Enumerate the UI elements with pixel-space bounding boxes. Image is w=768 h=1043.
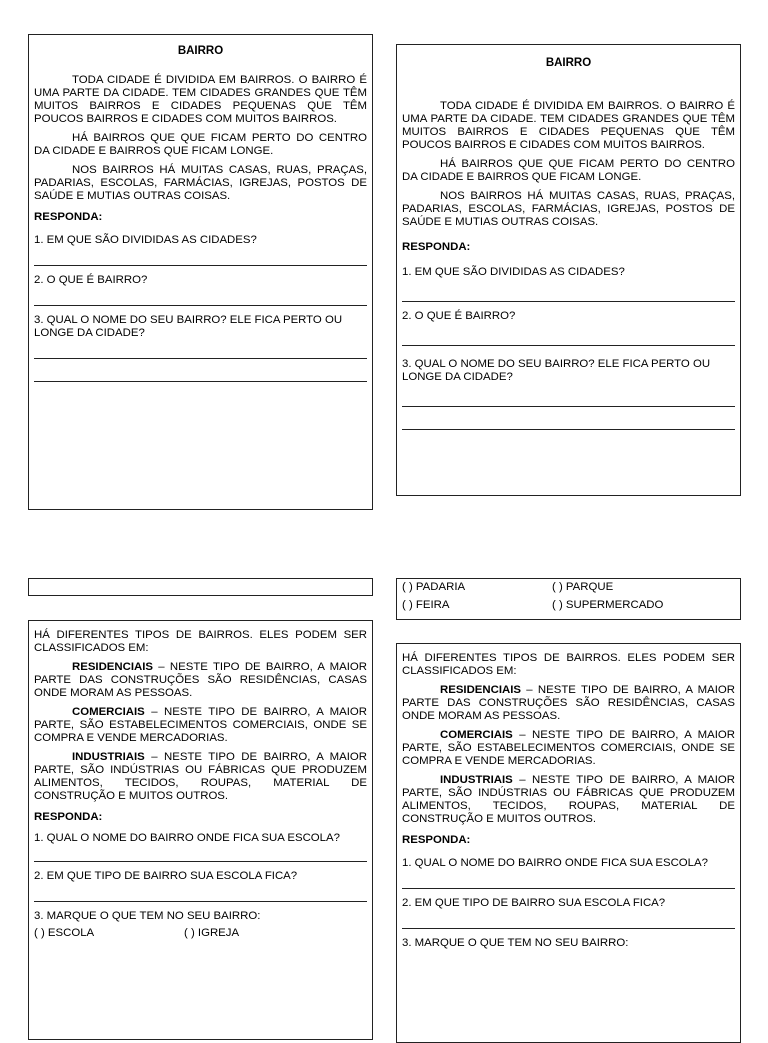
answer-line-2[interactable] bbox=[402, 323, 735, 346]
paragraph-2: HÁ BAIRROS QUE QUE FICAM PERTO DO CENTRO DA CIDADE E BAIRROS QUE FICAM LONGE. bbox=[34, 132, 367, 157]
industrial-text: – NESTE TIPO DE BAIRRO, A MAIOR PARTE, SÃO INDÚSTRIAS OU FÁBRICAS QUE PRODUZEM ALIMENTOS, TECIDOS, ROUPAS, MATERIAL DE CONSTRUÇÃO E MUITOS OUTROS. bbox=[402, 774, 735, 825]
bairro-worksheet-right bbox=[396, 44, 741, 496]
commercial-paragraph bbox=[397, 729, 740, 768]
industrial-label: INDUSTRIAIS bbox=[72, 751, 145, 763]
option-supermercado[interactable]: ( ) SUPERMERCADO bbox=[552, 599, 664, 611]
respond-heading: RESPONDA: bbox=[402, 834, 471, 846]
industrial-text: – NESTE TIPO DE BAIRRO, A MAIOR PARTE, SÃO INDÚSTRIAS OU FÁBRICAS QUE PRODUZEM ALIMENTOS, TECIDOS, ROUPAS, MATERIAL DE CONSTRUÇÃO E MUITOS OUTROS. bbox=[34, 751, 367, 802]
answer-line-3b[interactable] bbox=[402, 407, 735, 430]
question-3: 3. QUAL O NOME DO SEU BAIRRO? ELE FICA PERTO OU LONGE DA CIDADE? bbox=[402, 358, 711, 383]
residential-paragraph bbox=[397, 684, 740, 723]
answer-line-1[interactable] bbox=[34, 845, 367, 862]
options-grid bbox=[397, 581, 740, 612]
options-strip-right bbox=[396, 578, 741, 620]
answer-line-3b[interactable] bbox=[34, 359, 367, 382]
industrial-label: INDUSTRIAIS bbox=[440, 774, 513, 786]
commercial-label: COMERCIAIS bbox=[440, 729, 513, 741]
commercial-label: COMERCIAIS bbox=[72, 706, 145, 718]
question-2: 2. EM QUE TIPO DE BAIRRO SUA ESCOLA FICA? bbox=[402, 897, 666, 909]
paragraph-2: HÁ BAIRROS QUE QUE FICAM PERTO DO CENTRO DA CIDADE E BAIRROS QUE FICAM LONGE. bbox=[402, 158, 735, 183]
respond-heading: RESPONDA: bbox=[34, 811, 103, 823]
question-2: 2. O QUE É BAIRRO? bbox=[402, 310, 516, 322]
options-grid bbox=[29, 927, 372, 940]
bairro-types-worksheet-right bbox=[396, 643, 741, 1043]
question-3: 3. MARQUE O QUE TEM NO SEU BAIRRO: bbox=[402, 937, 629, 949]
residential-label: RESIDENCIAIS bbox=[440, 684, 522, 696]
worksheet-title: BAIRRO bbox=[177, 45, 224, 57]
commercial-text: – NESTE TIPO DE BAIRRO, A MAIOR PARTE, SÃO ESTABELECIMENTOS COMERCIAIS, ONDE SE COMPRA E VENDE MERCADORIAS. bbox=[34, 706, 367, 744]
option-padaria[interactable]: ( ) PADARIA bbox=[402, 581, 466, 593]
respond-heading: RESPONDA: bbox=[34, 211, 103, 223]
question-1: 1. QUAL O NOME DO BAIRRO ONDE FICA SUA ESCOLA? bbox=[34, 832, 340, 844]
option-escola[interactable]: ( ) ESCOLA bbox=[34, 927, 95, 939]
question-3: 3. MARQUE O QUE TEM NO SEU BAIRRO: bbox=[34, 910, 261, 922]
paragraph-1: TODA CIDADE É DIVIDIDA EM BAIRROS. O BAIRRO É UMA PARTE DA CIDADE. TEM CIDADES GRANDES QUE TÊM MUITOS BAIRROS E CIDADES PEQUENAS QUE TÊM POUCOS BAIRROS E CIDADES COM MUITOS BAIRROS. bbox=[34, 74, 367, 125]
bairro-types-worksheet-left bbox=[28, 620, 373, 1040]
residential-paragraph bbox=[29, 661, 372, 700]
option-parque[interactable]: ( ) PARQUE bbox=[552, 581, 614, 593]
types-intro: HÁ DIFERENTES TIPOS DE BAIRROS. ELES PODEM SER CLASSIFICADOS EM: bbox=[402, 652, 735, 677]
commercial-text: – NESTE TIPO DE BAIRRO, A MAIOR PARTE, SÃO ESTABELECIMENTOS COMERCIAIS, ONDE SE COMPRA E VENDE MERCADORIAS. bbox=[402, 729, 735, 767]
answer-line-2[interactable] bbox=[34, 883, 367, 902]
answer-line-2[interactable] bbox=[34, 287, 367, 306]
commercial-paragraph bbox=[29, 706, 372, 745]
answer-line-3a[interactable] bbox=[402, 384, 735, 407]
industrial-paragraph bbox=[29, 751, 372, 803]
option-igreja[interactable]: ( ) IGREJA bbox=[184, 927, 240, 939]
paragraph-3: NOS BAIRROS HÁ MUITAS CASAS, RUAS, PRAÇAS, PADARIAS, ESCOLAS, FARMÁCIAS, IGREJAS, POSTOS DE SAÚDE E MUTIAS OUTRAS COISAS. bbox=[34, 164, 367, 202]
industrial-paragraph bbox=[397, 774, 740, 826]
residential-text: – NESTE TIPO DE BAIRRO, A MAIOR PARTE DAS CONSTRUÇÕES SÃO RESIDÊNCIAS, CASAS ONDE MORAM AS PESSOAS. bbox=[402, 684, 735, 722]
residential-text: – NESTE TIPO DE BAIRRO, A MAIOR PARTE DAS CONSTRUÇÕES SÃO RESIDÊNCIAS, CASAS ONDE MORAM AS PESSOAS. bbox=[34, 661, 367, 699]
question-2: 2. O QUE É BAIRRO? bbox=[34, 274, 148, 286]
respond-heading: RESPONDA: bbox=[402, 241, 471, 253]
question-2: 2. EM QUE TIPO DE BAIRRO SUA ESCOLA FICA? bbox=[34, 870, 298, 882]
question-1: 1. QUAL O NOME DO BAIRRO ONDE FICA SUA ESCOLA? bbox=[402, 857, 708, 869]
answer-line-3a[interactable] bbox=[34, 340, 367, 359]
answer-line-2[interactable] bbox=[402, 910, 735, 929]
residential-label: RESIDENCIAIS bbox=[72, 661, 154, 673]
continuation-strip-left bbox=[28, 578, 373, 596]
paragraph-1: TODA CIDADE É DIVIDIDA EM BAIRROS. O BAIRRO É UMA PARTE DA CIDADE. TEM CIDADES GRANDES QUE TÊM MUITOS BAIRROS E CIDADES PEQUENAS QUE TÊM POUCOS BAIRROS E CIDADES COM MUITOS BAIRROS. bbox=[402, 100, 735, 151]
question-1: 1. EM QUE SÃO DIVIDIDAS AS CIDADES? bbox=[34, 234, 257, 246]
question-1: 1. EM QUE SÃO DIVIDIDAS AS CIDADES? bbox=[402, 266, 625, 278]
answer-line-1[interactable] bbox=[34, 247, 367, 266]
option-feira[interactable]: ( ) FEIRA bbox=[402, 599, 450, 611]
worksheet-title: BAIRRO bbox=[545, 57, 592, 69]
paragraph-3: NOS BAIRROS HÁ MUITAS CASAS, RUAS, PRAÇAS, PADARIAS, ESCOLAS, FARMÁCIAS, IGREJAS, POSTOS DE SAÚDE E MUTIAS OUTRAS COISAS. bbox=[402, 190, 735, 228]
bairro-worksheet-left bbox=[28, 34, 373, 510]
answer-line-1[interactable] bbox=[402, 870, 735, 889]
answer-line-1[interactable] bbox=[402, 279, 735, 302]
types-intro: HÁ DIFERENTES TIPOS DE BAIRROS. ELES PODEM SER CLASSIFICADOS EM: bbox=[34, 629, 367, 654]
question-3: 3. QUAL O NOME DO SEU BAIRRO? ELE FICA PERTO OU LONGE DA CIDADE? bbox=[34, 314, 343, 339]
